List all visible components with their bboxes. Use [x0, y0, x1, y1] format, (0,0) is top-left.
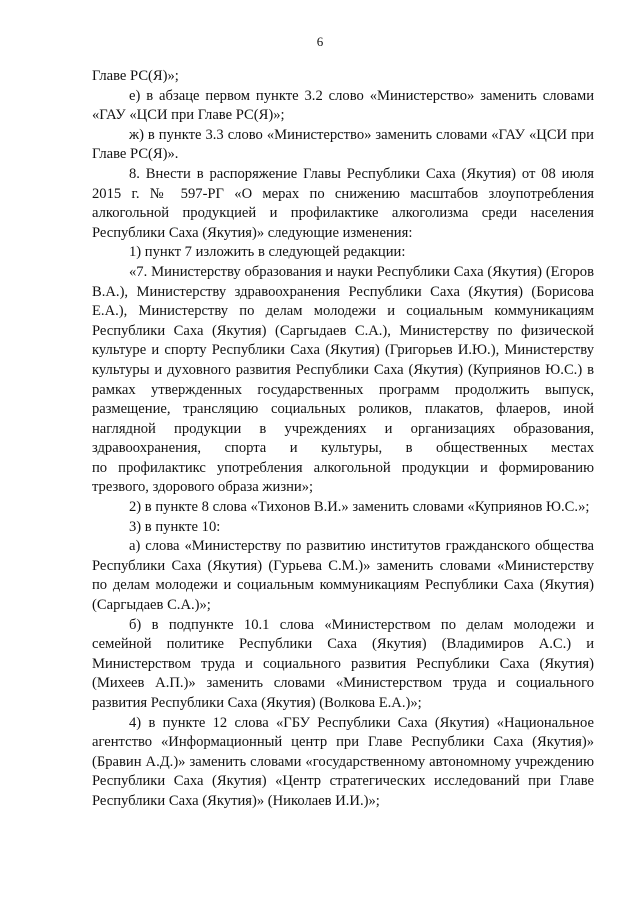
paragraph-point-1: 1) пункт 7 изложить в следующей редакции:	[129, 244, 406, 261]
paragraph-point-2: 2) в пункте 8 слова «Тихонов В.И.» заменить словами «Куприянов Ю.С.»;	[129, 499, 590, 516]
paragraph-point-7-tail: по профилактикс употребления алкогольной продукции и формированию трезвого, здорового образа жизни»;	[92, 459, 594, 496]
page-number: 6	[316, 34, 324, 49]
paragraph-continuation: Главе РС(Я)»;	[92, 68, 179, 84]
paragraph-point-3a: а) слова «Министерству по развитию институтов гражданского общества Республики Саха (Якутия) (Гурьева С.М.)» заменить словами «Министерству по делам молодежи и социальным коммуникациям Республики Саха (Якутия) (Саргыдаев С.А.)»;	[92, 538, 594, 614]
document-body	[92, 67, 594, 812]
paragraph-item-zh: ж) в пункте 3.3 слово «Министерство» заменить словами «ГАУ «ЦСИ при Главе РС(Я)».	[92, 126, 594, 163]
paragraph-point-3b: б) в подпункте 10.1 слова «Министерством по делам молодежи и семейной политике Республики Саха (Якутия) (Владимиров А.С.) и Министерством труда и социального развития Республики Саха (Якутия) (Михеев А.П.)» заменить словами «Министерством труда и социального развития Республики Саха (Якутия) (Волкова Е.А.)»;	[92, 616, 594, 711]
paragraph-item-e: е) в абзаце первом пункте 3.2 слово «Министерство» заменить словами «ГАУ «ЦСИ при Главе РС(Я)»;	[92, 87, 594, 124]
paragraph-point-3: 3) в пункте 10:	[129, 518, 221, 535]
paragraph-point-4: 4) в пункте 12 слова «ГБУ Республики Саха (Якутия) «Национальное агентство «Информационный центр при Главе Республики Саха (Якутия)» (Бравин А.Д.)» заменить словами «государственному автономному учреждению Республики Саха (Якутия) «Центр стратегических исследований при Главе Республики Саха (Якутия)» (Николаев И.И.)»;	[92, 714, 594, 809]
paragraph-point-7-text: «7. Министерству образования и науки Республики Саха (Якутия) (Егоров В.А.), Министерству здравоохранения Республики Саха (Якутия) (Борисова Е.А.), Министерству по делам молодежи и социальным коммуникациям Республики Саха (Якутия) (Саргыдаев С.А.), Министерству по физической культуре и спорту Республики Саха (Якутия) (Григорьев И.Ю.), Министерству культуры и духовного развития Республики Саха (Якутия) (Куприянов Ю.С.) в рамках утвержденных государственных программ продолжить выпуск, размещение, трансляцию социальных роликов, плакатов, флаеров, иной наглядной продукции в учреждениях и организациях образования, здравоохранения, спорта и культуры, в общественных местах	[92, 263, 594, 457]
paragraph-section-8: 8. Внести в распоряжение Главы Республики Саха (Якутия) от 08 июля 2015 г. № 597-РГ «О мерах по снижению масштабов злоупотребления алкогольной продукцией и профилактике алкоголизма среди населения Республики Саха (Якутия)» следующие изменения:	[92, 165, 594, 241]
